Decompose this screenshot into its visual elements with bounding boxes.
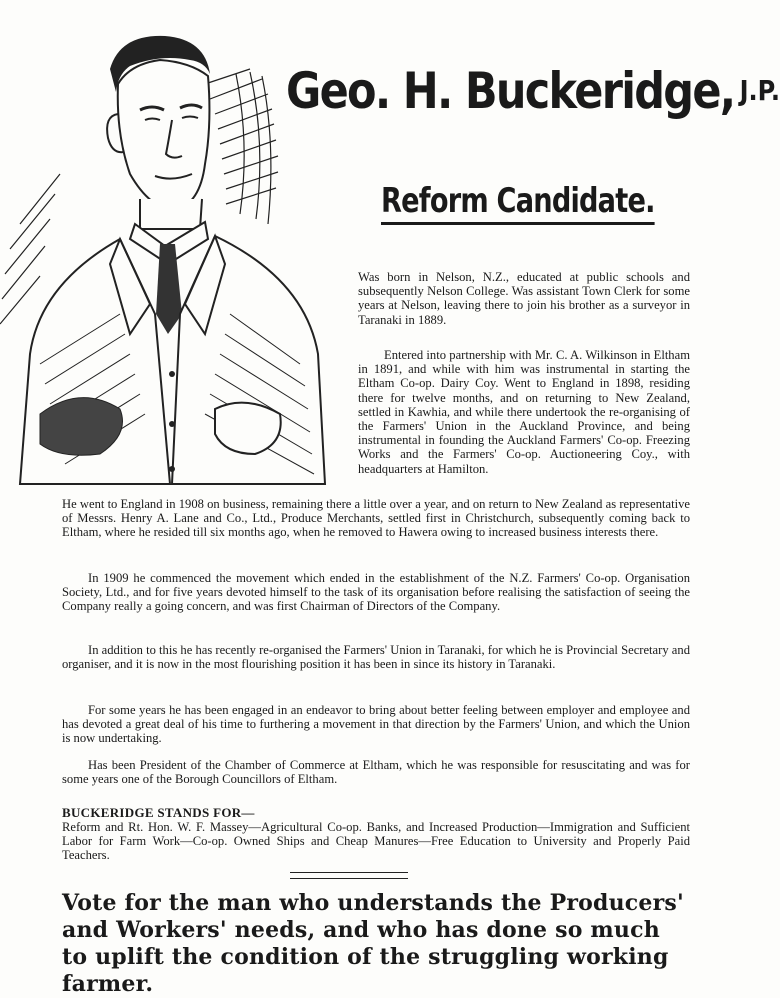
paragraph-farmers-union: In addition to this he has recently re-organised the Farmers' Union in Taranaki, for which he is Provincial Secretary and organiser, and it is now in the most flourishing position it has been in since its history in Taranaki.	[62, 643, 690, 672]
candidate-name-text: Geo. H. Buckeridge,	[286, 62, 735, 120]
paragraph-1909-movement: In 1909 he commenced the movement which ended in the establishment of the N.Z. Farmers' Co-op. Organisation Society, Ltd., and for five years devoted himself to the task of its organisation before realising the satisfaction of seeing the Company really a going concern, and was first Chairman of Directors of the Company.	[62, 571, 690, 614]
stands-for-heading: BUCKERIDGE STANDS FOR—	[62, 805, 255, 820]
candidate-subtitle: Reform Candidate.	[381, 184, 655, 225]
paragraph-employer-relations: For some years he has been engaged in an endeavor to bring about better feeling between employer and employee and has devoted a great deal of his time to furthering a movement in that direction by the Farmers' Union, and which the Union is now undertaking.	[62, 703, 690, 746]
candidate-postnominal: J.P.	[739, 74, 780, 107]
divider	[290, 872, 408, 879]
paragraph-england-1908: He went to England in 1908 on business, remaining there a little over a year, and on return to New Zealand as representative of Messrs. Henry A. Lane and Co., Ltd., Produce Merchants, settled first in Christchurch, subsequently coming back to Eltham, where he resided till six months ago, when he removed to Hawera owing to increased business interests there.	[62, 497, 690, 540]
paragraph-early-life: Was born in Nelson, N.Z., educated at public schools and subsequently Nelson College. Was assistant Town Clerk for some years at Nelson, leaving there to join his brother as a surveyor in Taranaki in 1889.	[358, 270, 690, 327]
candidate-name	[286, 62, 780, 120]
slogan: Vote for the man who understands the Producers' and Workers' needs, and who has done so much to uplift the condition of the struggling working farmer.	[62, 890, 684, 997]
paragraph-chamber-of-commerce: Has been President of the Chamber of Commerce at Eltham, which he was responsible for resuscitating and was for some years one of the Borough Councillors of Eltham.	[62, 758, 690, 787]
stands-for-text: Reform and Rt. Hon. W. F. Massey—Agricultural Co-op. Banks, and Increased Production—Immigration and Sufficient Labor for Farm Work—Co-op. Owned Ships and Cheap Manures—Free Education to University and Properly Paid Teachers.	[62, 820, 690, 863]
paragraph-partnership: Entered into partnership with Mr. C. A. Wilkinson in Eltham in 1891, and while with him was instrumental in starting the Eltham Co-op. Dairy Coy. Went to England in 1898, residing there for twelve months, and on returning to New Zealand, settled in Kawhia, and while there undertook the re-organising of the Farmers' Union in the Auckland Province, and being instrumental in founding the Auckland Farmers' Co-op. Freezing Works and the Farmers' Co-op. Auctioneering Coy., with headquarters at Hamilton.	[358, 348, 690, 476]
